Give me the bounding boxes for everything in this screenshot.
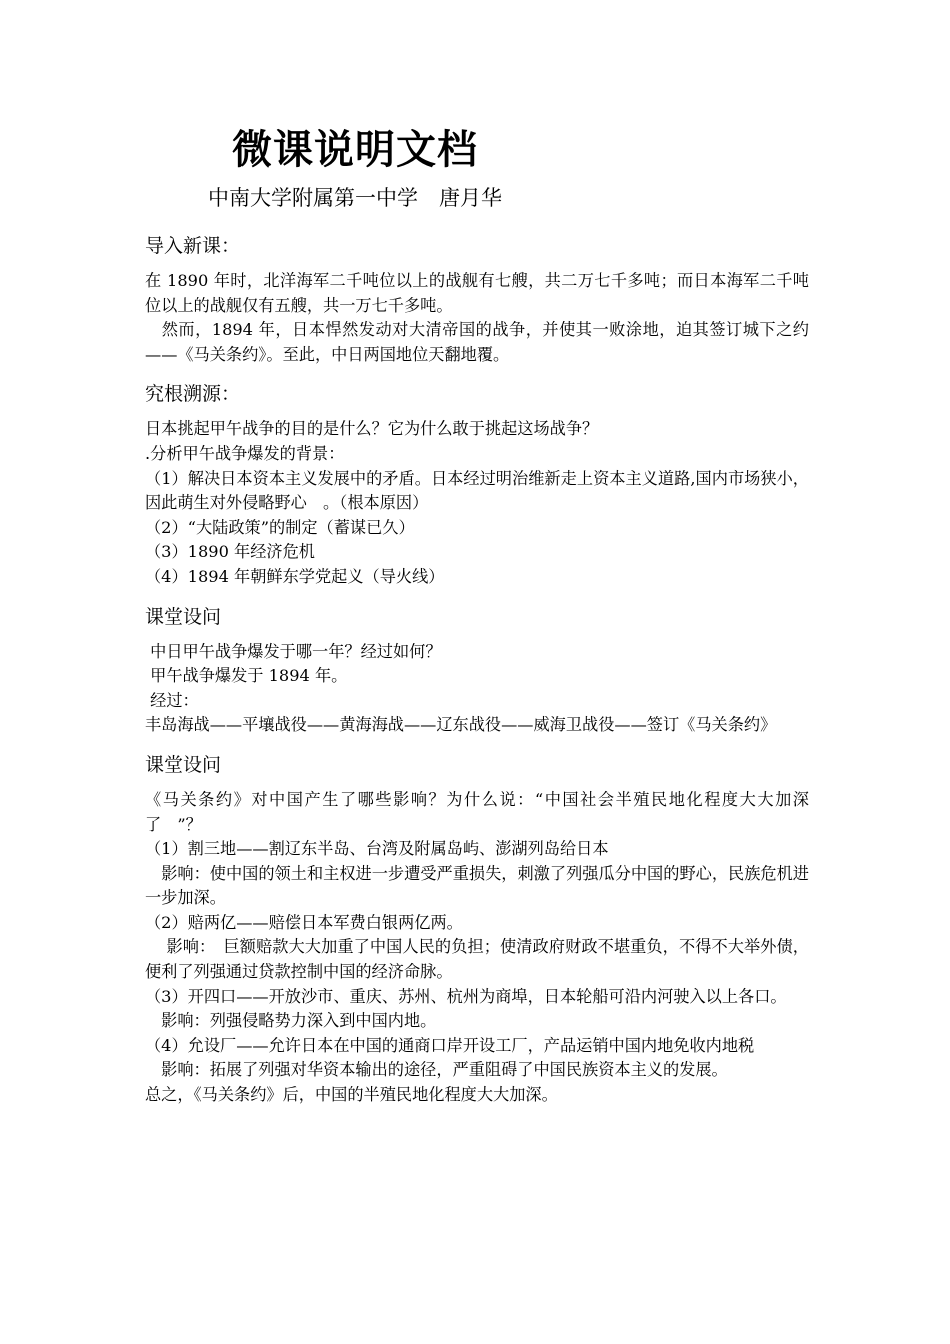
paragraph: 《马关条约》对中国产生了哪些影响？为什么说：“中国社会半殖民地化程度大大加深了 ”？ bbox=[145, 789, 809, 834]
section-heading: 课堂设问 bbox=[145, 753, 222, 776]
paragraph: 经过： bbox=[145, 690, 199, 710]
paragraph: （3）开四口——开放沙市、重庆、苏州、杭州为商埠，日本轮船可沿内河驶入以上各口。 bbox=[145, 986, 787, 1006]
paragraph: （1）割三地——割辽东半岛、台湾及附属岛屿、澎湖列岛给日本 bbox=[145, 839, 609, 859]
paragraph: （2）赔两亿——赔偿日本军费白银两亿两。 bbox=[145, 912, 463, 932]
paragraph: 中日甲午战争爆发于哪一年？经过如何？ bbox=[145, 641, 442, 661]
section-intro bbox=[145, 233, 809, 367]
paragraph: （4）1894 年朝鲜东学党起义（导火线） bbox=[145, 566, 445, 586]
paragraph: 日本挑起甲午战争的目的是什么？它为什么敢于挑起这场战争？ bbox=[145, 419, 599, 439]
section-background bbox=[145, 381, 809, 589]
paragraph: .分析甲午战争爆发的背景： bbox=[145, 443, 345, 463]
paragraph: 然而，1894 年，日本悍然发动对大清帝国的战争，并使其一败涂地，迫其签订城下之约——《马关条约》。至此，中日两国地位天翻地覆。 bbox=[145, 320, 809, 364]
paragraph: 总之，《马关条约》后，中国的半殖民地化程度大大加深。 bbox=[145, 1085, 558, 1105]
document-subtitle: 中南大学附属第一中学 唐月华 bbox=[208, 186, 502, 210]
section-question-2 bbox=[145, 752, 809, 1108]
paragraph: 在 1890 年时，北洋海军二千吨位以上的战舰有七艘，共二万七千多吨；而日本海军二千吨位以上的战舰仅有五艘，共一万七千多吨。 bbox=[145, 271, 809, 315]
paragraph: 影响：使中国的领土和主权进一步遭受严重损失，刺激了列强瓜分中国的野心，民族危机进一步加深。 bbox=[145, 863, 809, 908]
document-body bbox=[145, 233, 809, 1122]
paragraph: （2）“大陆政策”的制定（蓄谋已久） bbox=[145, 517, 415, 537]
paragraph: （1）解决日本资本主义发展中的矛盾。日本经过明治维新走上资本主义道路,国内市场狭小，因此萌生对外侵略野心 。（根本原因） bbox=[145, 468, 809, 513]
section-heading: 导入新课： bbox=[145, 235, 241, 257]
paragraph: 影响： 巨额赔款大大加重了中国人民的负担；使清政府财政不堪重负，不得不大举外债，便利了列强通过贷款控制中国的经济命脉。 bbox=[145, 937, 809, 982]
paragraph: 丰岛海战——平壤战役——黄海海战——辽东战役——威海卫战役——签订《马关条约》 bbox=[145, 715, 777, 735]
paragraph: 影响：拓展了列强对华资本输出的途径，严重阻碍了中国民族资本主义的发展。 bbox=[145, 1060, 728, 1080]
section-heading: 究根溯源： bbox=[145, 383, 241, 406]
section-question-1 bbox=[145, 604, 809, 738]
paragraph: 甲午战争爆发于 1894 年。 bbox=[145, 666, 348, 686]
paragraph: （4）允设厂——允许日本在中国的通商口岸开设工厂，产品运销中国内地免收内地税 bbox=[145, 1035, 755, 1055]
paragraph: 影响：列强侵略势力深入到中国内地。 bbox=[145, 1011, 437, 1031]
paragraph: （3）1890 年经济危机 bbox=[145, 542, 315, 562]
document-title: 微课说明文档 bbox=[232, 127, 478, 173]
section-heading: 课堂设问 bbox=[145, 605, 222, 628]
